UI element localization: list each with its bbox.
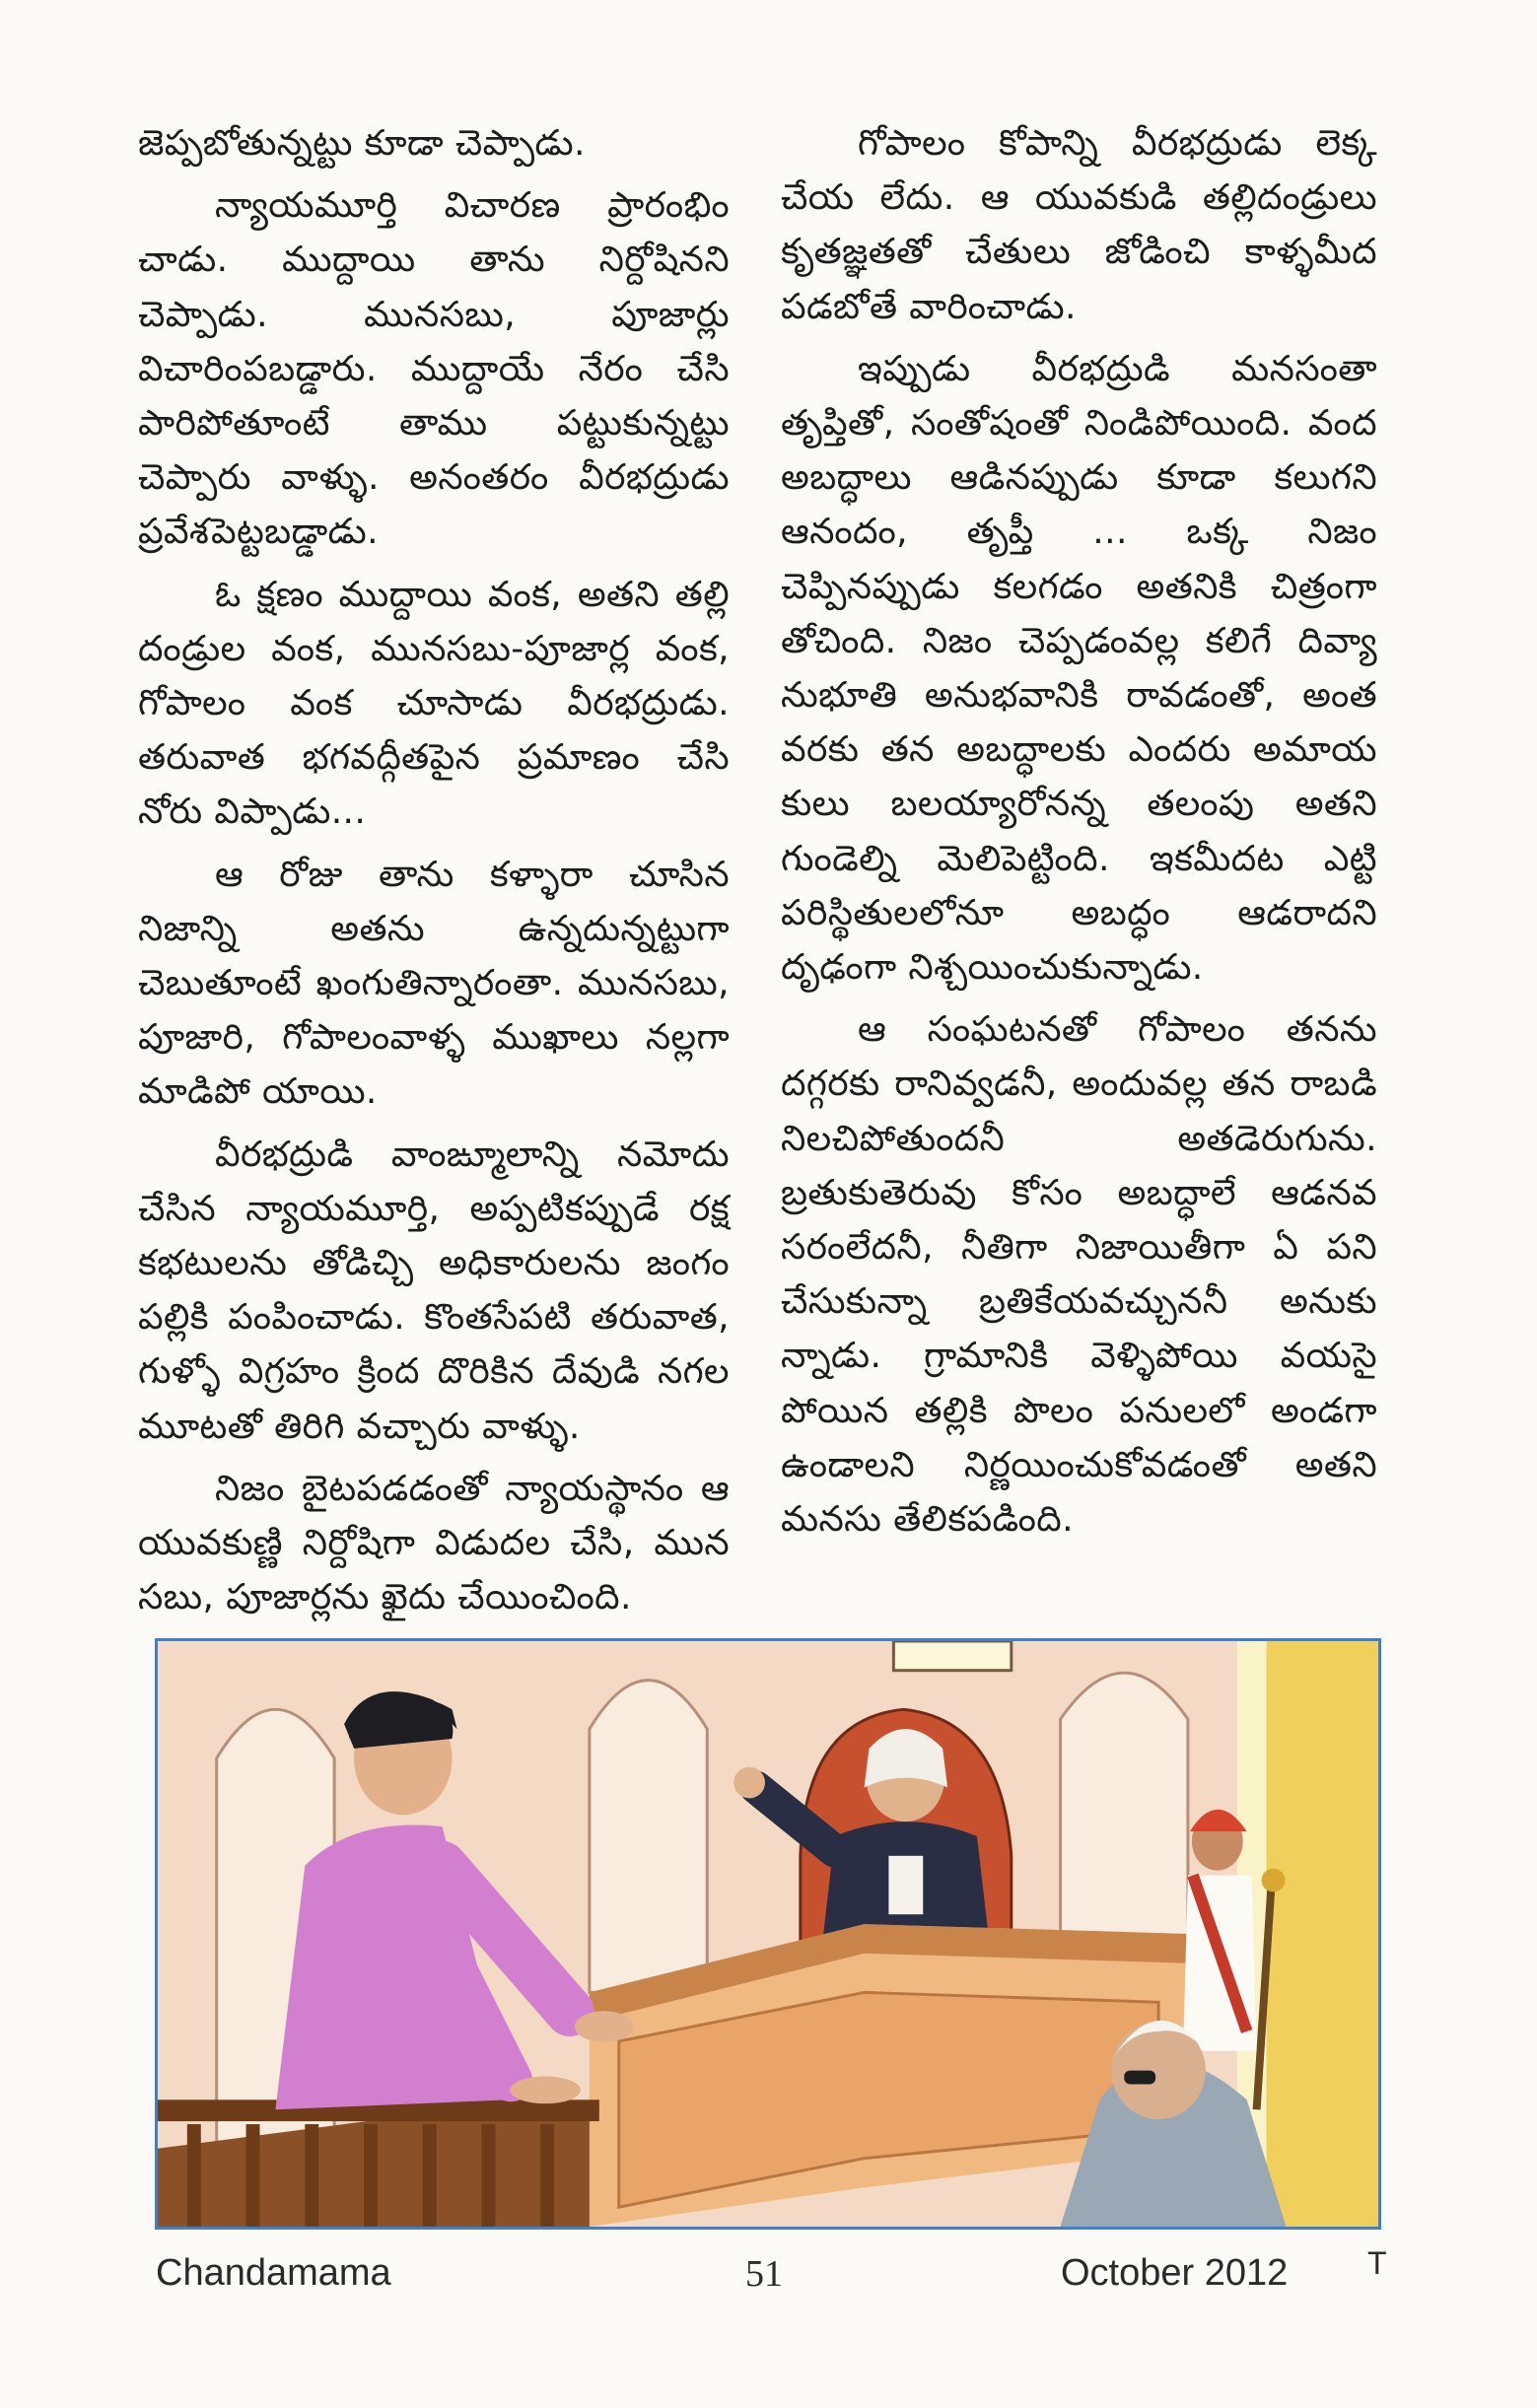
paragraph: ఇప్పుడు వీరభద్రుడి మనసంతా తృప్తితో, సంతోషంతో నిండిపోయింది. వంద అబద్ధాలు ఆడినప్పుడు కూడా కలుగని ఆనందం, తృప్తీ ... ఒక్క నిజం చెప్పినప్పుడు కలగడం అతనికి చిత్రంగా తోచింది. నిజం చెప్పడంవల్ల కలిగే దివ్యా నుభూతి అనుభవానికి రావడంతో, అంత వరకు తన అబద్ధాలకు ఎందరు అమాయ కులు బలయ్యారోనన్న తలంపు అతని గుండెల్ని మెలిపెట్టింది. ఇకమీదట ఎట్టి పరిస్థితులలోనూ అబద్ధం ఆడరాదని దృఢంగా నిశ్చయించుకున్నాడు. (781, 348, 1377, 989)
paragraph: ఓ క్షణం ముద్దాయి వంక, అతని తల్లి దండ్రుల వంక, మునసబు-పూజార్ల వంక, గోపాలం వంక చూసాడు వీరభద్రుడు. తరువాత భగవద్గీతపైన ప్రమాణం చేసి నోరు విప్పాడు... (138, 574, 730, 833)
judge-paper (888, 1856, 923, 1914)
paragraph: గోపాలం కోపాన్ని వీరభద్రుడు లెక్క చేయ లేదు. ఆ యువకుడి తల్లిదండ్రులు కృతజ్ఞతతో చేతులు జోడించి కాళ్ళమీద పడబోతే వారించాడు. (781, 123, 1377, 327)
guard-staff-top (1262, 1869, 1286, 1892)
right-pillar (1267, 1641, 1378, 2227)
courtroom-illustration (155, 1638, 1381, 2230)
issue-date: October 2012 (1061, 2252, 1289, 2294)
right-text-column (781, 116, 1377, 1547)
paragraph: న్యాయమూర్తి విచారణ ప్రారంభిం చాడు. ముద్దాయి తాను నిర్దోషినని చెప్పాడు. మునసబు, పూజార్లు విచారింపబడ్డారు. ముద్దాయే నేరం చేసి పారిపోతూంటే తాము పట్టుకున్నట్టు చెప్పారు వాళ్ళు. అనంతరం వీరభద్రుడు ప్రవేశపెట్టబడ్డాడు. (138, 185, 730, 553)
edition-mark: T (1367, 2245, 1387, 2281)
paragraph: జెప్పబోతున్నట్టు కూడా చెప్పాడు. (138, 123, 586, 164)
wall-frame (893, 1641, 1011, 1671)
man-hand (575, 2011, 634, 2042)
man-hand-2 (510, 2077, 581, 2104)
page-number: 51 (745, 2253, 783, 2295)
judge-hand (734, 1767, 765, 1799)
left-text-column (138, 116, 730, 1624)
elder-glasses (1124, 2071, 1155, 2085)
arch-window-center (590, 1681, 707, 1993)
courtroom-scene (158, 1641, 1378, 2227)
paragraph: నిజం బైటపడడంతో న్యాయస్థానం ఆ యువకుణ్ణి నిర్దోషిగా విడుదల చేసి, మున సబు, పూజార్లను ఖైదు చేయించింది. (138, 1468, 730, 1618)
paragraph: ఆ రోజు తాను కళ్ళారా చూసిన నిజాన్ని అతను ఉన్నదున్నట్టుగా చెబుతూంటే ఖంగుతిన్నారంతా. మునసబు, పూజారి, గోపాలంవాళ్ళ ముఖాలు నల్లగా మాడిపో యాయి. (138, 854, 730, 1113)
paragraph: వీరభద్రుడి వాంఙ్మూలాన్ని నమోదు చేసిన న్యాయమూర్తి, అప్పటికప్పుడే రక్ష కభటులను తోడిచ్చి అధికారులను జంగం పల్లికి పంపించాడు. కొంతసేపటి తరువాత, గుళ్ళో విగ్రహం క్రింద దొరికిన దేవుడి నగల మూటతో తిరిగి వచ్చారు వాళ్ళు. (138, 1134, 730, 1447)
paragraph: ఆ సంఘటనతో గోపాలం తనను దగ్గరకు రానివ్వడనీ, అందువల్ల తన రాబడి నిలచిపోతుందనీ అతడెరుగును. బ్రతుకుతెరువు కోసం అబద్ధాలే ఆడనవ సరంలేదనీ, నీతిగా నిజాయితీగా ఏ పని చేసుకున్నా బ్రతికేయవచ్చుననీ అనుకు న్నాడు. గ్రామానికి వెళ్ళిపోయి వయసై పోయిన తల్లికి పొలం పనులలో అండగా ఉండాలని నిర్ణయించుకోవడంతో అతని మనసు తేలికపడింది. (781, 1009, 1377, 1541)
magazine-name: Chandamama (156, 2252, 391, 2294)
